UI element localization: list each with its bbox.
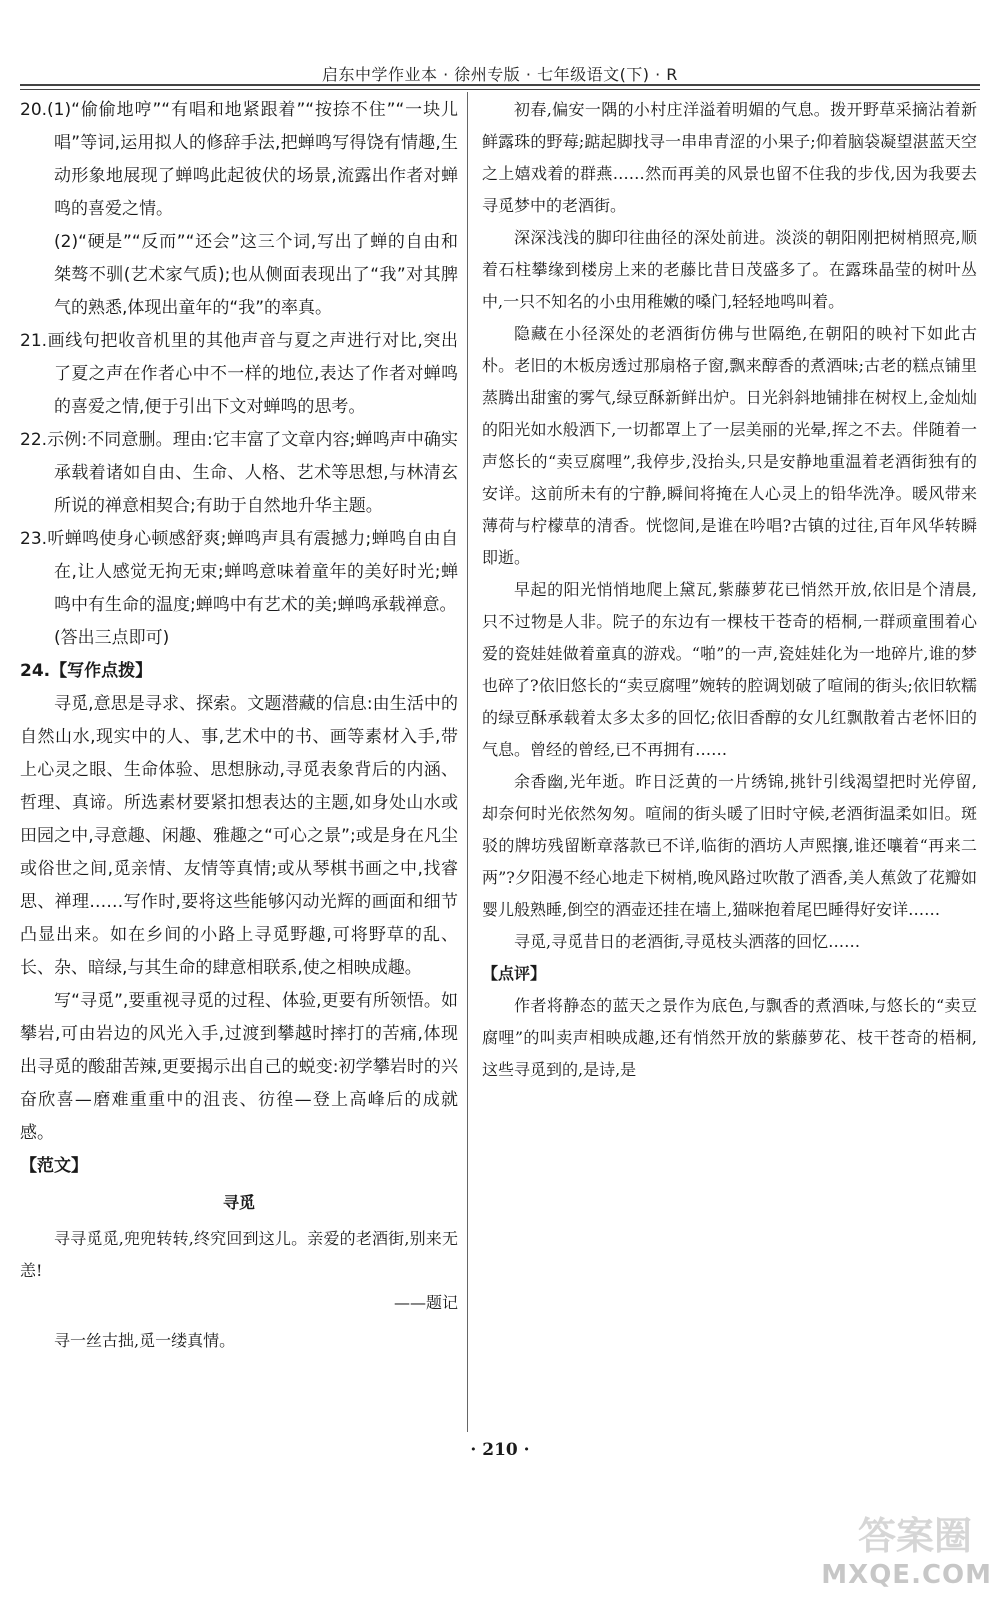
- right-column: [482, 94, 977, 1086]
- essay-title: 寻觅: [222, 1193, 255, 1212]
- left-column: [20, 94, 458, 1357]
- answer-23: 23.听蝉鸣使身心顿感舒爽;蝉鸣声具有震撼力;蝉鸣自由自在,让人感觉无拘无束;蝉鸣意味着童年的美好时光;蝉鸣中有生命的温度;蝉鸣中有艺术的美;蝉鸣承载禅意。: [20, 529, 458, 615]
- answer-23-note: (答出三点即可): [54, 628, 170, 648]
- watermark-site: MXQE.COM: [821, 1560, 992, 1590]
- answer-24-heading: 24.【写作点拨】: [20, 661, 153, 681]
- watermark-mark: 答案圈: [857, 1514, 972, 1558]
- answer-20-2: (2)“硬是”“反而”“还会”这三个词,写出了蝉的自由和桀骜不驯(艺术家气质);也从侧面表现出了“我”对其脾气的熟悉,体现出童年的“我”的率真。: [54, 232, 458, 318]
- comment-text: 作者将静态的蓝天之景作为底色,与飘香的煮酒味,与悠长的“卖豆腐哩”的叫卖声相映成趣,还有悄然开放的紫藤萝花、枝干苍奇的梧桐,这些寻觅到的,是诗,是: [482, 996, 977, 1079]
- watermark-logo: [792, 1510, 992, 1590]
- writing-guide-paragraph-2: 写“寻觅”,要重视寻觅的过程、体验,更要有所领悟。如攀岩,可由岩边的风光入手,过渡到攀越时摔打的苦痛,体现出寻觅的酸甜苦辣,更要揭示出自己的蜕变:初学攀岩时的兴奋欣喜—磨难重重中的沮丧、彷徨—登上高峰后的成就感。: [20, 991, 458, 1143]
- essay-paragraph-4: 隐藏在小径深处的老酒街仿佛与世隔绝,在朝阳的映衬下如此古朴。老旧的木板房透过那扇格子窗,飘来醇香的煮酒味;古老的糕点铺里蒸腾出甜蜜的雾气,绿豆酥新鲜出炉。日光斜斜地铺排在树杈上,金灿灿的阳光如水般洒下,一切都罩上了一层美丽的光晕,挥之不去。伴随着一声悠长的“卖豆腐哩”,我停步,没抬头,只是安静地重温着老酒街独有的安详。这前所未有的宁静,瞬间将掩在人心灵上的铅华洗净。暖风带来薄荷与柠檬草的清香。恍惚间,是谁在吟唱?古镇的过往,百年风华转瞬即逝。: [482, 324, 977, 567]
- answer-21: 21.画线句把收音机里的其他声音与夏之声进行对比,突出了夏之声在作者心中不一样的地位,表达了作者对蝉鸣的喜爱之情,便于引出下文对蝉鸣的思考。: [20, 331, 458, 417]
- essay-epigraph-signature: ——题记: [393, 1293, 458, 1312]
- sample-essay-start: [20, 1187, 458, 1357]
- essay-paragraph-1: 寻一丝古拙,觅一缕真情。: [54, 1331, 236, 1350]
- column-divider: [467, 92, 468, 1432]
- essay-paragraph-7: 寻觅,寻觅昔日的老酒街,寻觅枝头洒落的回忆……: [514, 932, 861, 951]
- essay-paragraph-2: 初春,偏安一隅的小村庄洋溢着明媚的气息。拨开野草采摘沾着新鲜露珠的野莓;踮起脚找寻一串串青涩的小果子;仰着脑袋凝望湛蓝天空之上嬉戏着的群燕……然而再美的风景也留不住我的步伐,因为我要去寻觅梦中的老酒街。: [482, 100, 977, 215]
- essay-epigraph: 寻寻觅觅,兜兜转转,终究回到这儿。亲爱的老酒街,别来无恙!: [20, 1229, 458, 1280]
- essay-paragraph-3: 深深浅浅的脚印往曲径的深处前进。淡淡的朝阳刚把树梢照亮,顺着石柱攀缘到楼房上来的老藤比昔日茂盛多了。在露珠晶莹的树叶丛中,一只不知名的小虫用稚嫩的嗓门,轻轻地鸣叫着。: [482, 228, 977, 311]
- page-number: · 210 ·: [470, 1440, 530, 1460]
- essay-paragraph-6: 余香幽,光年逝。昨日泛黄的一片绣锦,挑针引线渴望把时光停留,却奈何时光依然匆匆。喧闹的街头暖了旧时守候,老酒街温柔如旧。斑驳的牌坊残留断章落款已不详,临街的酒坊人声熙攘,谁还嚷着“再来二两”?夕阳漫不经心地走下树梢,晚风路过吹散了酒香,美人蕉敛了花瓣如婴儿般熟睡,倒空的酒壶还挂在墙上,猫咪抱着尾巴睡得好安详……: [482, 772, 977, 919]
- page-header: 启东中学作业本 · 徐州专版 · 七年级语文(下) · R: [322, 65, 678, 84]
- header-rule: [20, 84, 980, 90]
- sample-essay-heading: 【范文】: [20, 1156, 88, 1176]
- essay-paragraph-5: 早起的阳光悄悄地爬上黛瓦,紫藤萝花已悄然开放,依旧是个清晨,只不过物是人非。院子的东边有一棵枝干苍奇的梧桐,一群顽童围着心爱的瓷娃娃做着童真的游戏。“啪”的一声,瓷娃娃化为一地碎片,谁的梦也碎了?依旧悠长的“卖豆腐哩”婉转的腔调划破了喧闹的街头;依旧软糯的绿豆酥承载着太多太多的回忆;依旧香醇的女儿红飘散着古老怀旧的气息。曾经的曾经,已不再拥有……: [482, 580, 977, 759]
- writing-guide-paragraph-1: 寻觅,意思是寻求、探索。文题潜藏的信息:由生活中的自然山水,现实中的人、事,艺术中的书、画等素材入手,带上心灵之眼、生命体验、思想脉动,寻觅表象背后的内涵、哲理、真谛。所选素材要紧扣想表达的主题,如身处山水或田园之中,寻意趣、闲趣、雅趣之“可心之景”;或是身在凡尘或俗世之间,觅亲情、友情等真情;或从琴棋书画之中,找睿思、禅理……写作时,要将这些能够闪动光辉的画面和细节凸显出来。如在乡间的小路上寻觅野趣,可将野草的乱、长、杂、暗绿,与其生命的肆意相联系,使之相映成趣。: [20, 694, 458, 978]
- answer-20-1: 20.(1)“偷偷地哼”“有唱和地紧跟着”“按捺不住”“一块儿唱”等词,运用拟人的修辞手法,把蝉鸣写得饶有情趣,生动形象地展现了蝉鸣此起彼伏的场景,流露出作者对蝉鸣的喜爱之情。: [20, 100, 458, 219]
- comment-heading: 【点评】: [482, 964, 547, 983]
- answer-22: 22.示例:不同意删。理由:它丰富了文章内容;蝉鸣声中确实承载着诸如自由、生命、人格、艺术等思想,与林清玄所说的禅意相契合;有助于自然地升华主题。: [20, 430, 458, 516]
